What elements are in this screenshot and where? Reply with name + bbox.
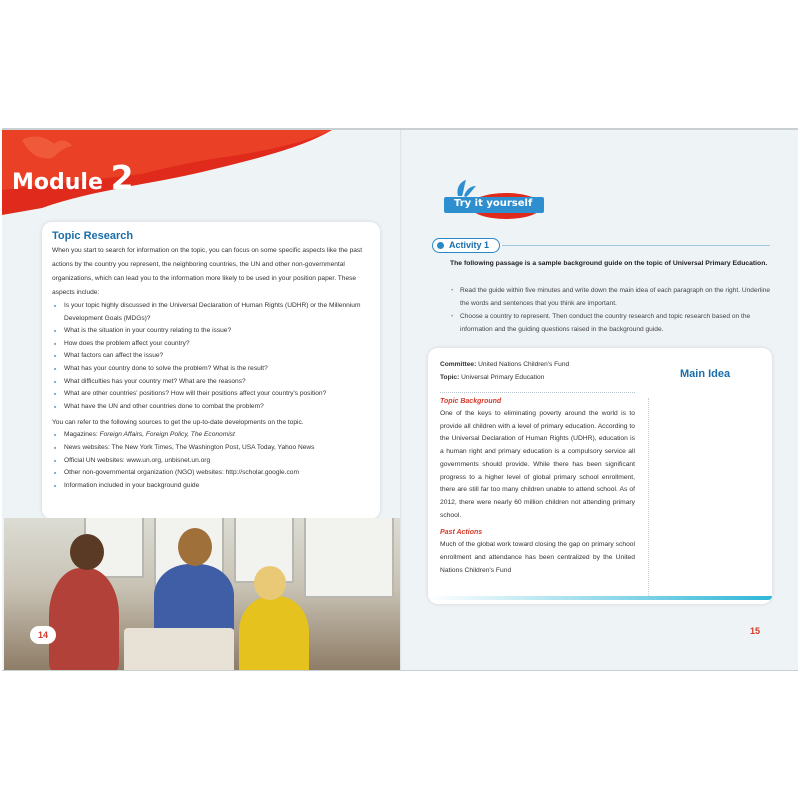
- main-idea-heading: Main Idea: [680, 368, 731, 380]
- list-item: [52, 467, 370, 480]
- wheat-leaf-icon: [457, 180, 476, 197]
- topic-research-title: Topic Research: [52, 230, 134, 242]
- book-spread: [2, 128, 798, 671]
- student-head: [70, 534, 104, 570]
- committee-label: Committee:: [440, 361, 477, 368]
- committee-value: United Nations Children's Fund: [478, 361, 570, 368]
- window: [304, 518, 394, 598]
- topic-label: Topic:: [440, 374, 460, 381]
- activity-divider: [502, 245, 770, 246]
- source-value: Foreign Affairs, Foreign Policy, The Economist: [99, 431, 235, 439]
- module-number: 2: [110, 158, 134, 197]
- topic-value: Universal Primary Education: [461, 374, 545, 381]
- list-item: ■ What is the situation in your country relating to the issue?: [52, 325, 370, 338]
- student-head: [178, 528, 212, 566]
- list-item: [52, 455, 370, 468]
- sources-intro: You can refer to the following sources to get the up-to-date developments on the topic.: [52, 419, 304, 427]
- list-item: [52, 480, 370, 493]
- list-item: ■ What has your country done to solve the problem? What is the result?: [52, 363, 370, 376]
- students-photo: [4, 518, 402, 671]
- topic-research-card: [42, 222, 380, 519]
- topic-background-text: One of the keys to eliminating poverty around the world is to provide all children with a level of primary education. According to the Universal Declaration of Human Rights (UDHR), education is a human right and primary education is a compulsory service all governments should provide. While there has been significant progress to a higher level of global primary school enrollment, there are still far too many children unable to attend school. As of 2012, there were nearly 60 million children not attending primary school.: [440, 410, 635, 519]
- source-value: http://scholar.google.com: [225, 469, 299, 477]
- activity-label: Activity 1: [432, 238, 500, 253]
- card-accent-bar: [428, 596, 772, 600]
- source-label: Other non-governmental organization (NGO) websites:: [64, 469, 226, 477]
- list-item: • Choose a country to represent. Then conduct the country research and topic research based on the information and the guiding questions raised in the background guide.: [450, 311, 772, 336]
- past-actions-text: Much of the global work toward closing the gap on primary school enrollment and attendance has been centralized by the United Nations Children's Fund: [440, 541, 635, 574]
- source-label: News websites:: [64, 443, 112, 451]
- book-spine: [400, 130, 402, 671]
- source-label: Official UN websites:: [64, 456, 127, 464]
- source-value: www.un.org, unbisnet.un.org: [126, 456, 211, 464]
- list-item: [52, 442, 370, 455]
- list-item: • Read the guide within five minutes and write down the main idea of each paragraph on the right. Underline the words and sentences that you think are important.: [450, 285, 772, 310]
- sources-list: [52, 429, 370, 492]
- guide-text: [440, 396, 635, 577]
- list-item: ■ What are other countries' positions? How will their positions affect your country's position?: [52, 388, 370, 401]
- source-value: The New York Times, The Washington Post, USA Today, Yahoo News: [111, 443, 315, 451]
- source-value: Information included in your background guide: [64, 481, 200, 489]
- table: [124, 628, 234, 671]
- question-list: [52, 300, 370, 413]
- page-number-right: 15: [750, 626, 761, 636]
- column-divider: [648, 398, 649, 598]
- module-word: Module: [12, 170, 103, 195]
- student: [154, 564, 234, 634]
- topic-background-heading: Topic Background: [440, 398, 502, 405]
- page-number-left: 14: [30, 626, 56, 644]
- student: [49, 568, 119, 671]
- list-item: ■ How does the problem affect your country?: [52, 338, 370, 351]
- list-item: ■ What difficulties has your country met? What are the reasons?: [52, 376, 370, 389]
- list-item: ■ What factors can affect the issue?: [52, 350, 370, 363]
- activity-intro: The following passage is a sample background guide on the topic of Universal Primary Education.: [450, 260, 768, 267]
- module-title: [12, 158, 134, 197]
- background-guide-card: [428, 348, 772, 604]
- student-head: [254, 566, 286, 600]
- divider: [440, 392, 635, 393]
- list-item: [52, 429, 370, 442]
- source-label: Magazines:: [64, 431, 100, 439]
- student: [239, 596, 309, 671]
- activity-steps: [450, 285, 772, 337]
- past-actions-heading: Past Actions: [440, 529, 483, 537]
- list-item: ■ What have the UN and other countries done to combat the problem?: [52, 401, 370, 414]
- topic-research-intro: When you start to search for information on the topic, you can focus on some specific aspects like the past actions by the country you represent, the neighboring countries, the UN and other non-governmental organizations, which can lead you to the information more likely to be used in your position paper. These aspects include:: [52, 247, 363, 296]
- try-it-yourself-label: Try it yourself: [454, 198, 533, 209]
- guide-meta: [440, 358, 569, 384]
- list-item: ■ Is your topic highly discussed in the Universal Declaration of Human Rights (UDHR) or the Millennium Development Goals (MDGs)?: [52, 300, 370, 325]
